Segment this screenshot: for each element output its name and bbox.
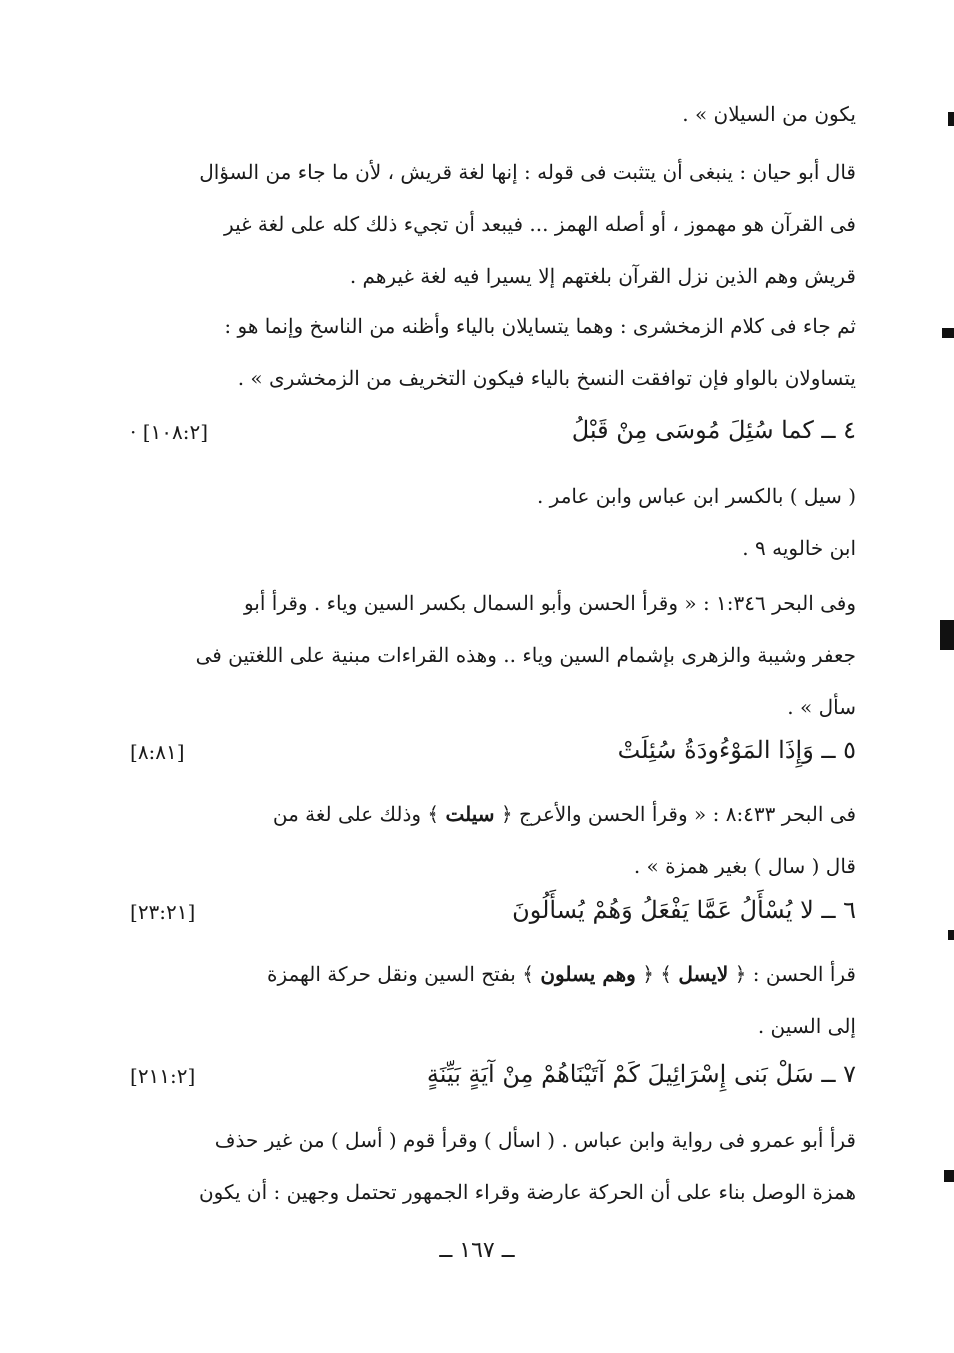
text-line: ابن خالويه ٩ .: [742, 536, 856, 560]
text-line: وفى البحر ١:٣٤٦ : « وقرأ الحسن وأبو السمال بكسر السين وياء . وقرأ أبو: [243, 591, 856, 615]
text-segment: ﴾ وذلك على لغة من: [272, 802, 446, 826]
text-line: يتساولان بالواو فإن توافقت النسخ بالياء فيكون التخريف من الزمخشرى » .: [237, 366, 856, 390]
paragraph-bahr-1: [130, 577, 856, 733]
text-line: قرأ أبو عمرو فى رواية وابن عباس . ( اسأل ) وقرأ قوم ( أسل ) من غير حذف: [214, 1128, 856, 1152]
text-segment: قرأ الحسن : ﴿: [728, 962, 856, 986]
verse-text: ٥ ــ وَإِذَا المَوْءُودَةُ سُئِلَتْ: [617, 736, 856, 764]
verse-entry-6: [130, 896, 856, 936]
verse-text: ٦ ــ لا يُسْأَلُ عَمَّا يَفْعَلُ وَهُمْ يُسأَلُونَ: [512, 896, 856, 924]
paragraph-continuation: [130, 88, 856, 140]
quranic-reading: وهم يسلون: [540, 962, 636, 986]
text-segment: ﴾ ﴿: [635, 962, 679, 986]
scan-edge-mark: [942, 328, 954, 338]
verse-reference: · [١٠٨:٢]: [130, 420, 209, 444]
quranic-reading: لايسل: [678, 962, 729, 986]
text-line: قال أبو حيان : ينبغى أن يتثبت فى قوله : إنها لغة قريش ، لأن ما جاء من السؤال: [199, 160, 856, 184]
verse-entry-7: [130, 1060, 856, 1100]
text-line: قريش وهم الذين نزل القرآن بلغتهم إلا يسيرا فيه لغة غيرهم .: [349, 264, 856, 288]
paragraph-reading-4: [130, 470, 856, 574]
paragraph-abu-amr: [130, 1114, 856, 1218]
paragraph-bahr-8: [130, 788, 856, 892]
page-number: ــ ١٦٧ ــ: [439, 1238, 515, 1263]
scan-edge-mark: [948, 930, 954, 940]
text-segment: فى البحر ٨:٤٣٣ : « وقرأ الحسن والأعرج ﴿: [494, 802, 856, 826]
text-line: جعفر وشيبة والزهرى بإشمام السين وياء .. وهذه القراءات مبنية على اللغتين فى: [195, 643, 856, 667]
text-line: [130, 948, 856, 1000]
text-line: إلى السين .: [757, 1014, 856, 1038]
text-line: ثم جاء فى كلام الزمخشرى : وهما يتسايلان بالياء وأظنه من الناسخ وإنما هو :: [224, 314, 856, 338]
scan-edge-mark: [940, 620, 954, 650]
text-line: [130, 788, 856, 840]
text-segment: ﴾ بفتح السين ونقل حركة الهمزة: [266, 962, 541, 986]
scan-edge-mark: [948, 112, 954, 126]
text-line: فى القرآن هو مهموز ، أو أصله الهمز ... فيبعد أن تجيء ذلك كله على لغة غير: [224, 212, 856, 236]
text-line: سأل » .: [787, 695, 856, 719]
paragraph-zamakhshari: [130, 300, 856, 404]
paragraph-hasan-reading: [130, 948, 856, 1052]
verse-text: ٧ ــ سَلْ بَنى إِسْرَائِيلَ كَمْ آتَيْنَاهُمْ مِنْ آيَةٍ بَيِّنَةٍ: [426, 1060, 856, 1088]
text-line: ( سيل ) بالكسر ابن عباس وابن عامر .: [536, 484, 856, 508]
quranic-reading: سيلت: [445, 802, 495, 826]
text-line: قال ( سال ) بغير همزة » .: [633, 854, 856, 878]
verse-reference: [٢٣:٢١]: [130, 900, 196, 924]
verse-entry-4: [130, 416, 856, 456]
verse-reference: [٢١١:٢]: [130, 1064, 196, 1088]
paragraph-abu-hayyan: [130, 146, 856, 302]
scan-edge-mark: [944, 1170, 954, 1182]
text-line: يكون من السيلان » .: [682, 102, 856, 126]
verse-entry-5: [130, 736, 856, 776]
text-line: همزة الوصل بناء على أن الحركة عارضة وقراء الجمهور تحتمل وجهين : أن يكون: [198, 1180, 856, 1204]
verse-reference: [٨:٨١]: [130, 740, 185, 764]
verse-text: ٤ ــ كما سُئِلَ مُوسَى مِنْ قَبْلُ: [571, 416, 856, 444]
